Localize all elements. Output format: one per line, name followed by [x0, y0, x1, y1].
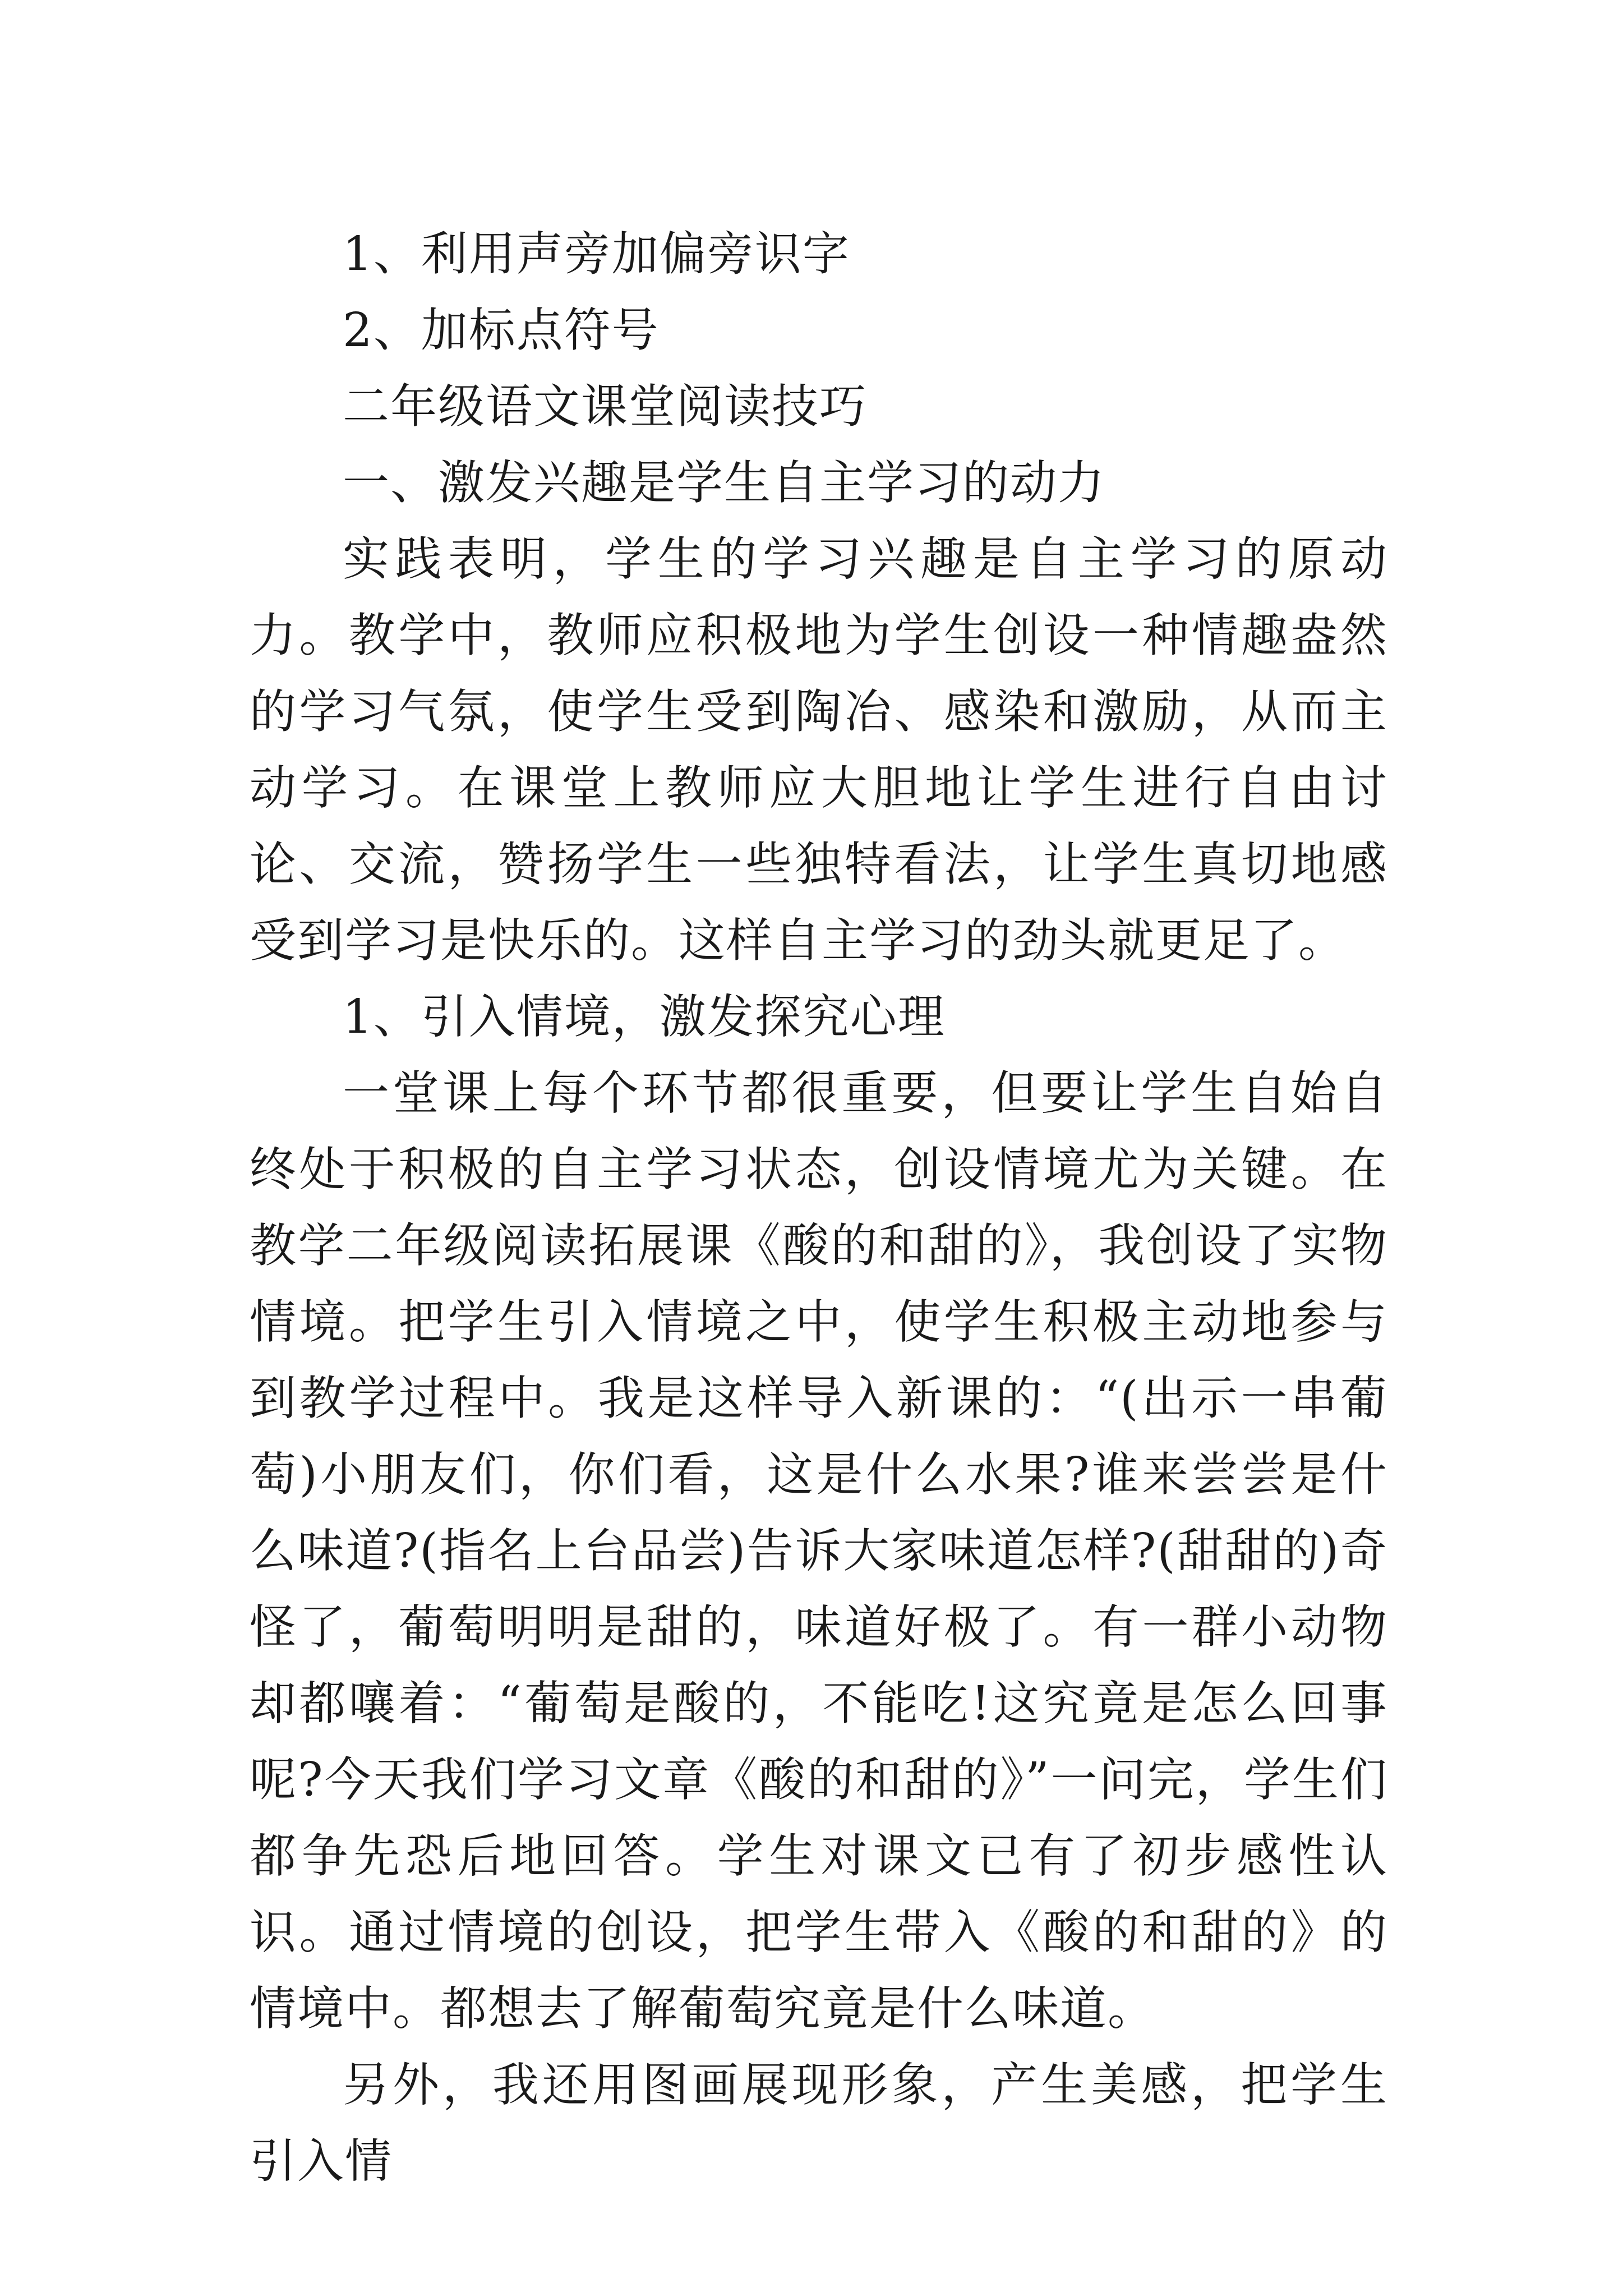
subheading-situation: 1、引入情境，激发探究心理 [343, 990, 946, 1044]
section-heading-interest: 一、激发兴趣是学生自主学习的动力 [343, 455, 1105, 510]
body-paragraph-interest: 实践表明，学生的学习兴趣是自主学习的原动力。教学中，教师应积极地为学生创设一种情趣盎然的学习气氛，使学生受到陶冶、感染和激励，从而主动学习。在课堂上教师应大胆地让学生进行自由讨论、交流，赞扬学生一些独特看法，让学生真切地感受到学习是快乐的。这样自主学习的劲头就更足了。 [250, 532, 1388, 968]
list-item-phonetic-radical: 1、利用声旁加偏旁识字 [343, 227, 850, 281]
document-body [250, 216, 1388, 2200]
body-paragraph-images: 另外，我还用图画展现形象，产生美感，把学生引入情 [250, 2058, 1388, 2188]
section-title: 二年级语文课堂阅读技巧 [343, 379, 867, 434]
body-paragraph-situation: 一堂课上每个环节都很重要，但要让学生自始自终处于积极的自主学习状态，创设情境尤为关键。在教学二年级阅读拓展课《酸的和甜的》，我创设了实物情境。把学生引入情境之中，使学生积极主动地参与到教学过程中。我是这样导入新课的：“(出示一串葡萄)小朋友们，你们看，这是什么水果?谁来尝尝是什么味道?(指名上台品尝)告诉大家味道怎样?(甜甜的)奇怪了，葡萄明明是甜的，味道好极了。有一群小动物却都嚷着：“葡萄是酸的，不能吃!这究竟是怎么回事呢?今天我们学习文章《酸的和甜的》”一问完，学生们都争先恐后地回答。学生对课文已有了初步感性认识。通过情境的创设，把学生带入《酸的和甜的》的情境中。都想去了解葡萄究竟是什么味道。 [250, 1066, 1388, 2036]
list-item-punctuation: 2、加标点符号 [343, 303, 660, 357]
